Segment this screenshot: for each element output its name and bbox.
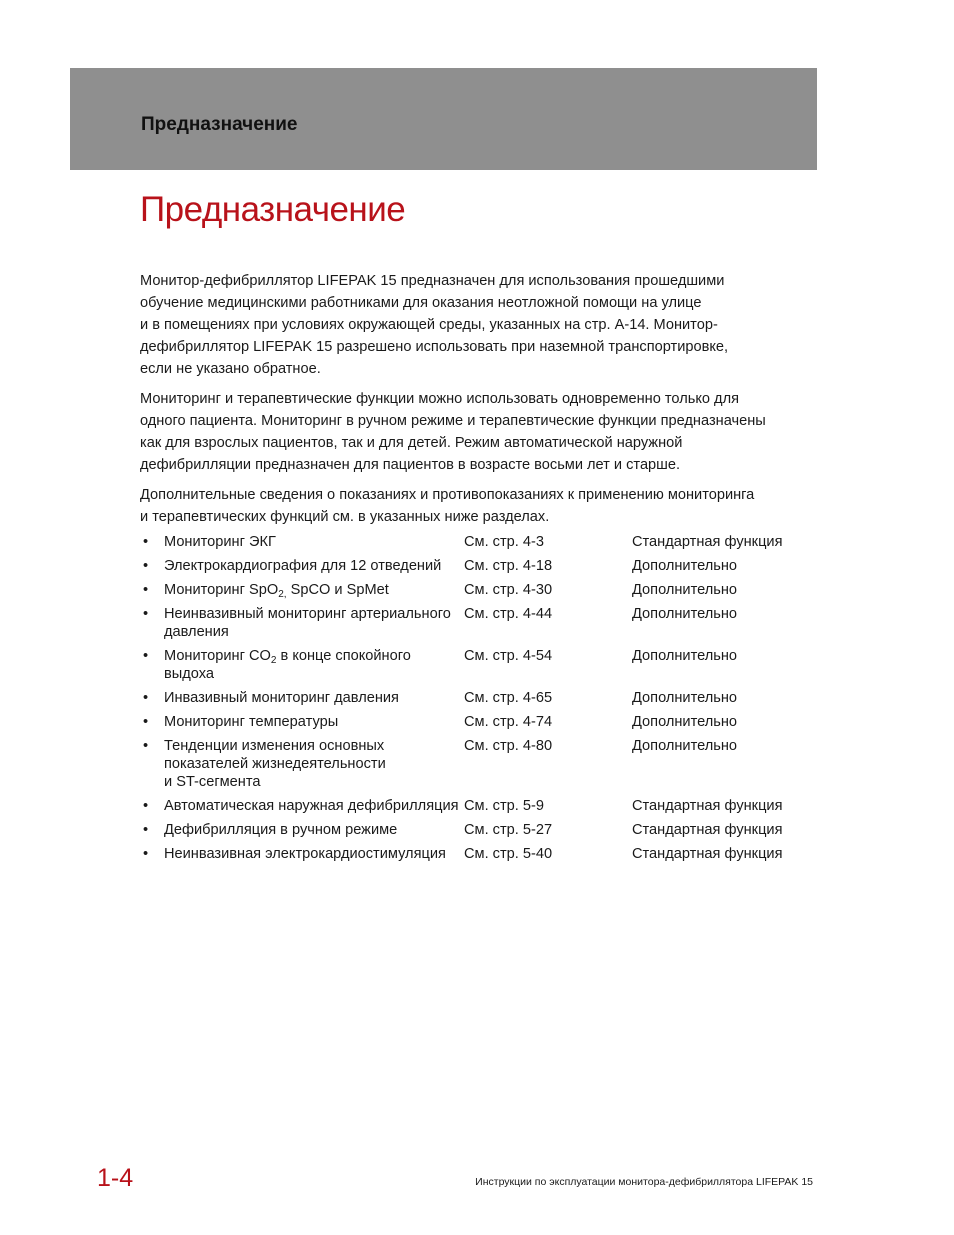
feature-page-ref: См. стр. 4-30 — [464, 582, 553, 598]
feature-row — [140, 797, 820, 815]
feature-name-subscript: 2, — [278, 589, 287, 600]
feature-page-ref: См. стр. 4-3 — [464, 534, 544, 550]
footer-document-title: Инструкции по эксплуатации монитора-дефибриллятора LIFEPAK 15 — [475, 1176, 813, 1188]
feature-name: Инвазивный мониторинг давления — [164, 690, 399, 706]
bullet-icon: • — [143, 558, 149, 574]
feature-name-text: Мониторинг CO — [164, 648, 271, 664]
feature-status: Стандартная функция — [632, 798, 783, 814]
feature-status: Дополнительно — [632, 648, 738, 664]
feature-row — [140, 557, 820, 575]
feature-status: Дополнительно — [632, 714, 738, 730]
bullet-icon: • — [143, 582, 149, 598]
paragraph-2: Мониторинг и терапевтические функции можно использовать одновременно только для одного пациента. Мониторинг в ручном режиме и терапевтические функции предназначены как для взрослых пациентов, так и для детей. Режим автоматической наружной дефибрилляции предназначен для пациентов в возрасте восьми лет и старше. — [140, 391, 766, 473]
feature-status: Стандартная функция — [632, 846, 783, 862]
feature-name — [164, 647, 464, 683]
bullet-icon: • — [143, 738, 149, 754]
feature-page-ref: См. стр. 4-80 — [464, 738, 553, 754]
feature-status: Дополнительно — [632, 738, 738, 754]
feature-row — [140, 647, 820, 683]
feature-row — [140, 713, 820, 731]
feature-status: Стандартная функция — [632, 534, 783, 550]
feature-row — [140, 689, 820, 707]
feature-name: Неинвазивная электрокардиостимуляция — [164, 846, 446, 862]
bullet-icon: • — [143, 822, 149, 838]
feature-name: Неинвазивный мониторинг артериального давления — [164, 606, 451, 640]
feature-name-subscript: 2 — [270, 655, 277, 666]
bullet-icon: • — [143, 690, 149, 706]
feature-status: Дополнительно — [632, 558, 738, 574]
feature-row — [140, 821, 820, 839]
feature-row — [140, 581, 820, 599]
bullet-icon: • — [143, 714, 149, 730]
feature-status: Стандартная функция — [632, 822, 783, 838]
feature-status: Дополнительно — [632, 606, 738, 622]
feature-name: Тенденции изменения основных показателей жизнедеятельности и ST-сегмента — [164, 738, 386, 790]
feature-status: Дополнительно — [632, 690, 738, 706]
feature-name: Мониторинг температуры — [164, 714, 339, 730]
feature-page-ref: См. стр. 4-65 — [464, 690, 553, 706]
feature-list — [140, 533, 820, 869]
feature-page-ref: См. стр. 4-18 — [464, 558, 553, 574]
feature-page-ref: См. стр. 4-54 — [464, 648, 553, 664]
paragraph-3: Дополнительные сведения о показаниях и противопоказаниях к применению мониторинга и терапевтических функций см. в указанных ниже разделах. — [140, 487, 755, 525]
feature-name-text: SpCO и SpMet — [286, 582, 389, 598]
feature-name: Автоматическая наружная дефибрилляция — [164, 798, 459, 814]
feature-page-ref: См. стр. 5-40 — [464, 846, 553, 862]
feature-page-ref: См. стр. 5-27 — [464, 822, 553, 838]
bullet-icon: • — [143, 606, 149, 622]
feature-name: Мониторинг ЭКГ — [164, 534, 276, 550]
feature-row — [140, 533, 820, 551]
header-band — [70, 68, 817, 170]
feature-name: Электрокардиография для 12 отведений — [164, 558, 442, 574]
feature-name-text: Мониторинг SpO — [164, 582, 279, 598]
feature-row — [140, 605, 820, 641]
feature-page-ref: См. стр. 5-9 — [464, 798, 544, 814]
feature-page-ref: См. стр. 4-74 — [464, 714, 553, 730]
bullet-icon: • — [143, 534, 149, 550]
page-title: Предназначение — [140, 190, 406, 229]
feature-name — [164, 581, 464, 599]
bullet-icon: • — [143, 648, 149, 664]
feature-page-ref: См. стр. 4-44 — [464, 606, 553, 622]
page-number: 1-4 — [97, 1164, 134, 1192]
bullet-icon: • — [143, 846, 149, 862]
header-section-title: Предназначение — [141, 114, 298, 135]
bullet-icon: • — [143, 798, 149, 814]
feature-row — [140, 845, 820, 863]
paragraph-1: Монитор-дефибриллятор LIFEPAK 15 предназначен для использования прошедшими обучение медицинскими работниками для оказания неотложной помощи на улице и в помещениях при условиях окружающей среды, указанных на стр. A-14. Монитор- дефибриллятор LIFEPAK 15 разрешено использовать при наземной транспортировке, если не указано обратное. — [140, 273, 729, 377]
feature-name-text: в конце спокойного выдоха — [164, 648, 411, 682]
body-text — [140, 270, 820, 536]
feature-name: Дефибрилляция в ручном режиме — [164, 822, 398, 838]
feature-row — [140, 737, 820, 791]
feature-status: Дополнительно — [632, 582, 738, 598]
